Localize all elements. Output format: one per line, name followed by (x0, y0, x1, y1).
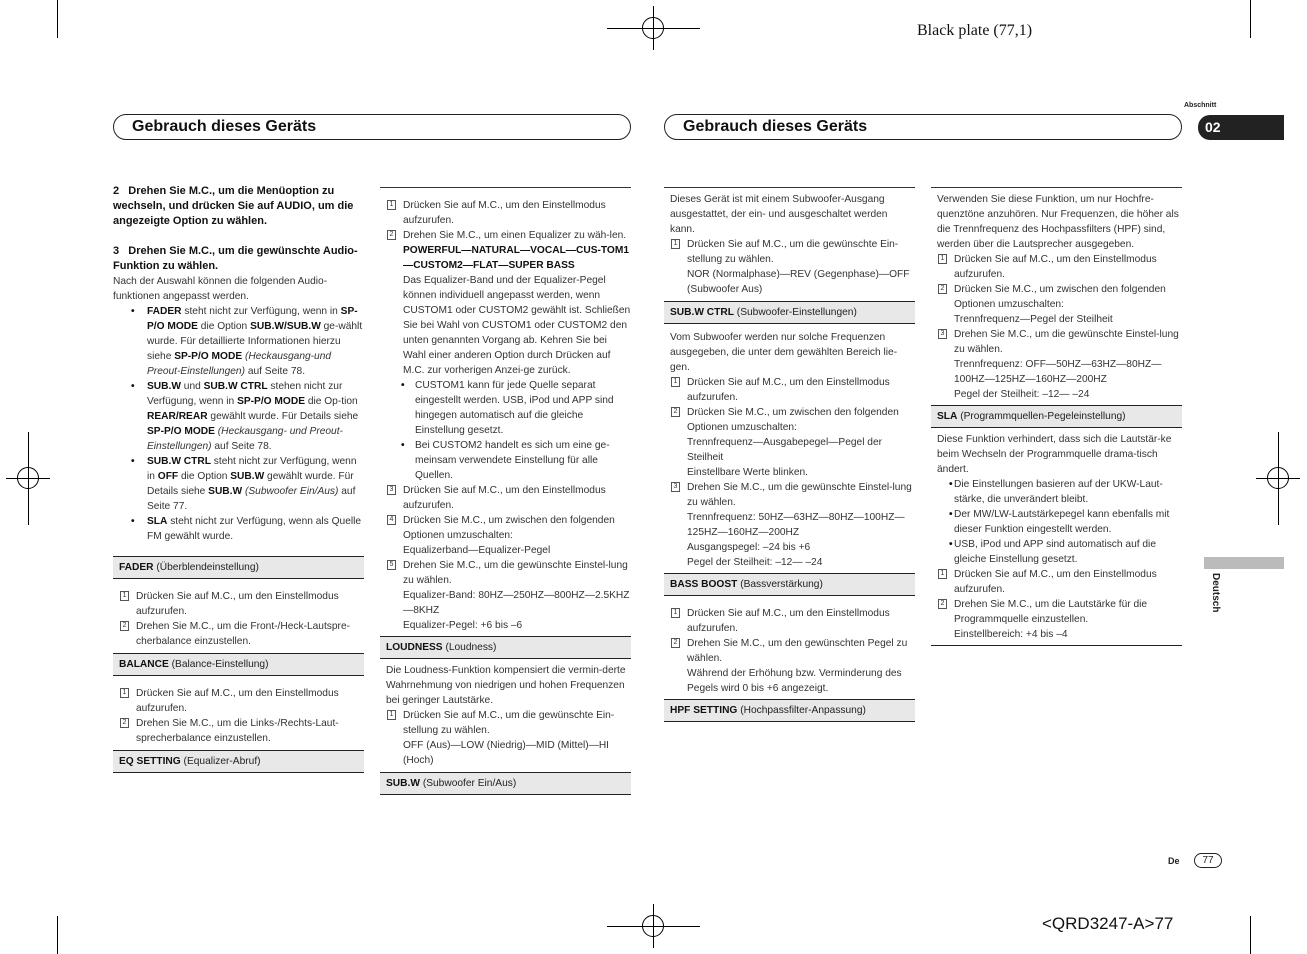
eq-level-values: Equalizer-Pegel: +6 bis –6 (403, 620, 523, 631)
plate-label: Black plate (77,1) (917, 22, 1033, 39)
step-text: Drehen Sie M.C., um die Menüoption zu wechseln, und drücken Sie auf AUDIO, um die angezeigte Option zu wählen. (113, 185, 354, 227)
column-2 (380, 187, 631, 795)
sla-step-2: 2 Drehen Sie M.C., um die Lautstärke für die Programmquelle einzustellen. (931, 597, 1182, 627)
column-1 (113, 184, 364, 773)
eq-band-values: Equalizer-Band: 80HZ—250HZ—800HZ—2.5KHZ—8KHZ (403, 590, 630, 616)
hpf-step-3: 3 Drehen Sie M.C., um die gewünschte Einstel-lung zu wählen. (931, 327, 1182, 357)
crop-mark-tl-v (57, 0, 58, 38)
section-bar-bass-boost: BASS BOOST (Bassverstärkung) (664, 573, 915, 596)
step-text: Drehen Sie M.C., um die gewünschte Audio-Funktion zu wählen. (113, 245, 358, 272)
subw-intro: Dieses Gerät ist mit einem Subwoofer-Ausgang ausgestattet, der ein- und ausgeschaltet werden kann. (670, 194, 888, 235)
eq-step-4: 4 Drücken Sie M.C., um zwischen den folgenden Optionen umzuschalten: (380, 513, 631, 543)
subw-ctrl-note: Einstellbare Werte blinken. (687, 467, 808, 478)
page-title-right: Gebrauch dieses Geräts (664, 114, 1182, 140)
hpf-frequency: Trennfrequenz: OFF—50HZ—63HZ—80HZ—100HZ—125HZ—160HZ—200HZ (954, 359, 1162, 385)
registration-line-left (28, 432, 29, 525)
step-number: 3 (113, 245, 120, 257)
page-language-code: De (1168, 856, 1180, 866)
eq-step-1: 1 Drücken Sie auf M.C., um den Einstellmodus aufzurufen. (380, 198, 631, 228)
section-bar-loudness: LOUDNESS (Loudness) (380, 636, 631, 659)
bass-step-2: 2 Drehen Sie M.C., um den gewünschten Pegel zu wählen. (664, 636, 915, 666)
eq-bullet-2: • Bei CUSTOM2 handelt es sich um eine ge-meinsam verwendete Einstellung für alle Quellen. (380, 438, 631, 483)
subw-ctrl-step-1: 1 Drücken Sie auf M.C., um den Einstellmodus aufzurufen. (664, 375, 915, 405)
balance-step-1: 1 Drücken Sie auf M.C., um den Einstellmodus aufzurufen. (113, 686, 364, 716)
step-3 (113, 244, 364, 274)
sla-bullet-1: • Die Einstellungen basieren auf der UKW-Laut-stärke, die unverändert bleibt. (931, 477, 1182, 507)
subw-ctrl-options: Trennfrequenz—Ausgabepegel—Pegel der Steilheit (687, 437, 883, 463)
page-title-left: Gebrauch dieses Geräts (113, 114, 631, 140)
step-2 (113, 184, 364, 229)
section-bar-subw: SUB.W (Subwoofer Ein/Aus) (380, 772, 631, 795)
section-bar-fader: FADER (Überblendeinstellung) (113, 556, 364, 579)
crop-mark-bl-v (57, 916, 58, 954)
section-bar-sla: SLA (Programmquellen-Pegeleinstellung) (931, 405, 1182, 428)
eq-options: POWERFUL—NATURAL—VOCAL—CUS-TOM1—CUSTOM2—FLAT—SUPER BASS (403, 245, 629, 271)
language-tab (1204, 557, 1284, 569)
bass-step-1: 1 Drücken Sie auf M.C., um den Einstellmodus aufzurufen. (664, 606, 915, 636)
hpf-step-2: 2 Drücken Sie M.C., um zwischen den folgenden Optionen umzuschalten: (931, 282, 1182, 312)
registration-line-bottom (607, 926, 700, 927)
loudness-step-1: 1 Drücken Sie auf M.C., um die gewünschte Ein-stellung zu wählen. (380, 708, 631, 738)
eq-step-5: 5 Drehen Sie M.C., um die gewünschte Einstel-lung zu wählen. (380, 558, 631, 588)
sla-end-rule (931, 645, 1182, 646)
section-number-badge: 02 (1198, 115, 1284, 140)
subw-ctrl-step-2: 2 Drücken Sie M.C., um zwischen den folgenden Optionen umzuschalten: (664, 405, 915, 435)
sla-bullet-3: • USB, iPod und APP sind automatisch auf die gleiche Einstellung gesetzt. (931, 537, 1182, 567)
loudness-intro: Die Loudness-Funktion kompensiert die vermin-derte Wahrnehmung von niedrigen und hohen Frequenzen bei geringer Lautstärke. (386, 665, 626, 706)
eq-bullet-1: • CUSTOM1 kann für jede Quelle separat eingestellt werden. USB, iPod und APP sind hingegen automatisch auf die gleiche Einstellung gesetzt. (380, 378, 631, 438)
bass-note: Während der Erhöhung bzw. Verminderung des Pegels wird 0 bis +6 angezeigt. (687, 668, 902, 694)
eq-note: Das Equalizer-Band und der Equalizer-Pegel können individuell angepasst werden, wenn CUSTOM1 oder CUSTOM2 gewählt ist. Schließen Sie bei Wahl von CUSTOM1 oder CUSTOM2 den unten genannten Vorgang ab. Kehren Sie bei Wahl einer anderen Option durch Drücken auf M.C. zur vorherigen Anzei-ge zurück. (403, 275, 631, 376)
fader-step-2: 2 Drehen Sie M.C., um die Front-/Heck-Lautspre-cherbalance einzustellen. (113, 619, 364, 649)
registration-line-right (1278, 432, 1279, 525)
sla-bullet-2: • Der MW/LW-Lautstärkepegel kann ebenfalls mit dieser Funktion eingestellt werden. (931, 507, 1182, 537)
section-bar-hpf: HPF SETTING (Hochpassfilter-Anpassung) (664, 699, 915, 722)
subw-step-1: 1 Drücken Sie auf M.C., um die gewünschte Ein-stellung zu wählen. (664, 237, 915, 267)
section-bar-eq: EQ SETTING (Equalizer-Abruf) (113, 750, 364, 773)
fader-step-1: 1 Drücken Sie auf M.C., um den Einstellmodus aufzurufen. (113, 589, 364, 619)
bullet-fader: • FADER steht nicht zur Verfügung, wenn in SP-P/O MODE die Option SUB.W/SUB.W ge-wählt wurde. Für detaillierte Informationen hierzu siehe SP-P/O MODE (Heckausgang-und Preout-Einstellungen) auf Seite 78. (113, 304, 364, 379)
eq-step-4-options: Equalizerband—Equalizer-Pegel (403, 545, 551, 556)
crop-mark-br-v (1250, 916, 1251, 954)
section-bar-balance: BALANCE (Balance-Einstellung) (113, 653, 364, 676)
balance-step-2: 2 Drehen Sie M.C., um die Links-/Rechts-Laut-sprecherbalance einzustellen. (113, 716, 364, 746)
bullet-sla: • SLA steht nicht zur Verfügung, wenn als Quelle FM gewählt wurde. (113, 514, 364, 544)
hpf-intro: Verwenden Sie diese Funktion, um nur Hochfre-quenztöne anzuhören. Nur Frequenzen, die höher als die Trennfrequenz des Hochpassfilters (HPF) sind, werden über die Lautsprecher ausgegeben. (937, 194, 1179, 250)
bullet-subw-ctrl: • SUB.W CTRL steht nicht zur Verfügung, wenn in OFF die Option SUB.W gewählt wurde. Für Details siehe SUB.W (Subwoofer Ein/Aus) auf Seite 77. (113, 454, 364, 514)
sla-step-1: 1 Drücken Sie auf M.C., um den Einstellmodus aufzurufen. (931, 567, 1182, 597)
language-tab-label: Deutsch (1210, 573, 1221, 613)
subw-ctrl-frequency: Trennfrequenz: 50HZ—63HZ—80HZ—100HZ—125HZ—160HZ—200HZ (687, 512, 905, 538)
document-code: <QRD3247-A>77 (1042, 914, 1174, 933)
column-3 (664, 187, 915, 722)
intro-text: Nach der Auswahl können die folgenden Audio-funktionen angepasst werden. (113, 276, 328, 302)
subw-ctrl-level: Ausgangspegel: –24 bis +6 (687, 542, 811, 553)
hpf-slope: Pegel der Steilheit: –12— –24 (954, 389, 1090, 400)
eq-step-3: 3 Drücken Sie auf M.C., um den Einstellmodus aufzurufen. (380, 483, 631, 513)
column-4 (931, 187, 1182, 646)
sla-range: Einstellbereich: +4 bis –4 (954, 629, 1068, 640)
eq-step-2: 2 Drehen Sie M.C., um einen Equalizer zu wäh-len. (380, 228, 631, 243)
subw-ctrl-step-3: 3 Drehen Sie M.C., um die gewünschte Einstel-lung zu wählen. (664, 480, 915, 510)
section-label: Abschnitt (1184, 102, 1217, 109)
step-number: 2 (113, 185, 120, 197)
sla-intro: Diese Funktion verhindert, dass sich die Lautstär-ke beim Wechseln der Programmquelle drama-tisch ändert. (937, 434, 1172, 475)
subw-options: NOR (Normalphase)—REV (Gegenphase)—OFF (Subwoofer Aus) (687, 269, 910, 295)
hpf-step-1: 1 Drücken Sie auf M.C., um den Einstellmodus aufzurufen. (931, 252, 1182, 282)
page-number: 77 (1194, 853, 1222, 868)
crop-mark-tr-v (1250, 0, 1251, 38)
hpf-options: Trennfrequenz—Pegel der Steilheit (954, 314, 1113, 325)
subw-ctrl-slope: Pegel der Steilheit: –12— –24 (687, 557, 823, 568)
subw-ctrl-intro: Vom Subwoofer werden nur solche Frequenzen ausgegeben, die unter dem gewählten Bereich lie-gen. (670, 332, 898, 373)
section-bar-subw-ctrl: SUB.W CTRL (Subwoofer-Einstellungen) (664, 301, 915, 324)
bullet-subw: • SUB.W und SUB.W CTRL stehen nicht zur Verfügung, wenn in SP-P/O MODE die Op-tion REAR/REAR gewählt wurde. Für Details siehe SP-P/O MODE (Heckausgang- und Preout-Einstellungen) auf Seite 78. (113, 379, 364, 454)
registration-line-top (607, 28, 700, 29)
loudness-options: OFF (Aus)—LOW (Niedrig)—MID (Mittel)—HI (Hoch) (403, 740, 610, 766)
